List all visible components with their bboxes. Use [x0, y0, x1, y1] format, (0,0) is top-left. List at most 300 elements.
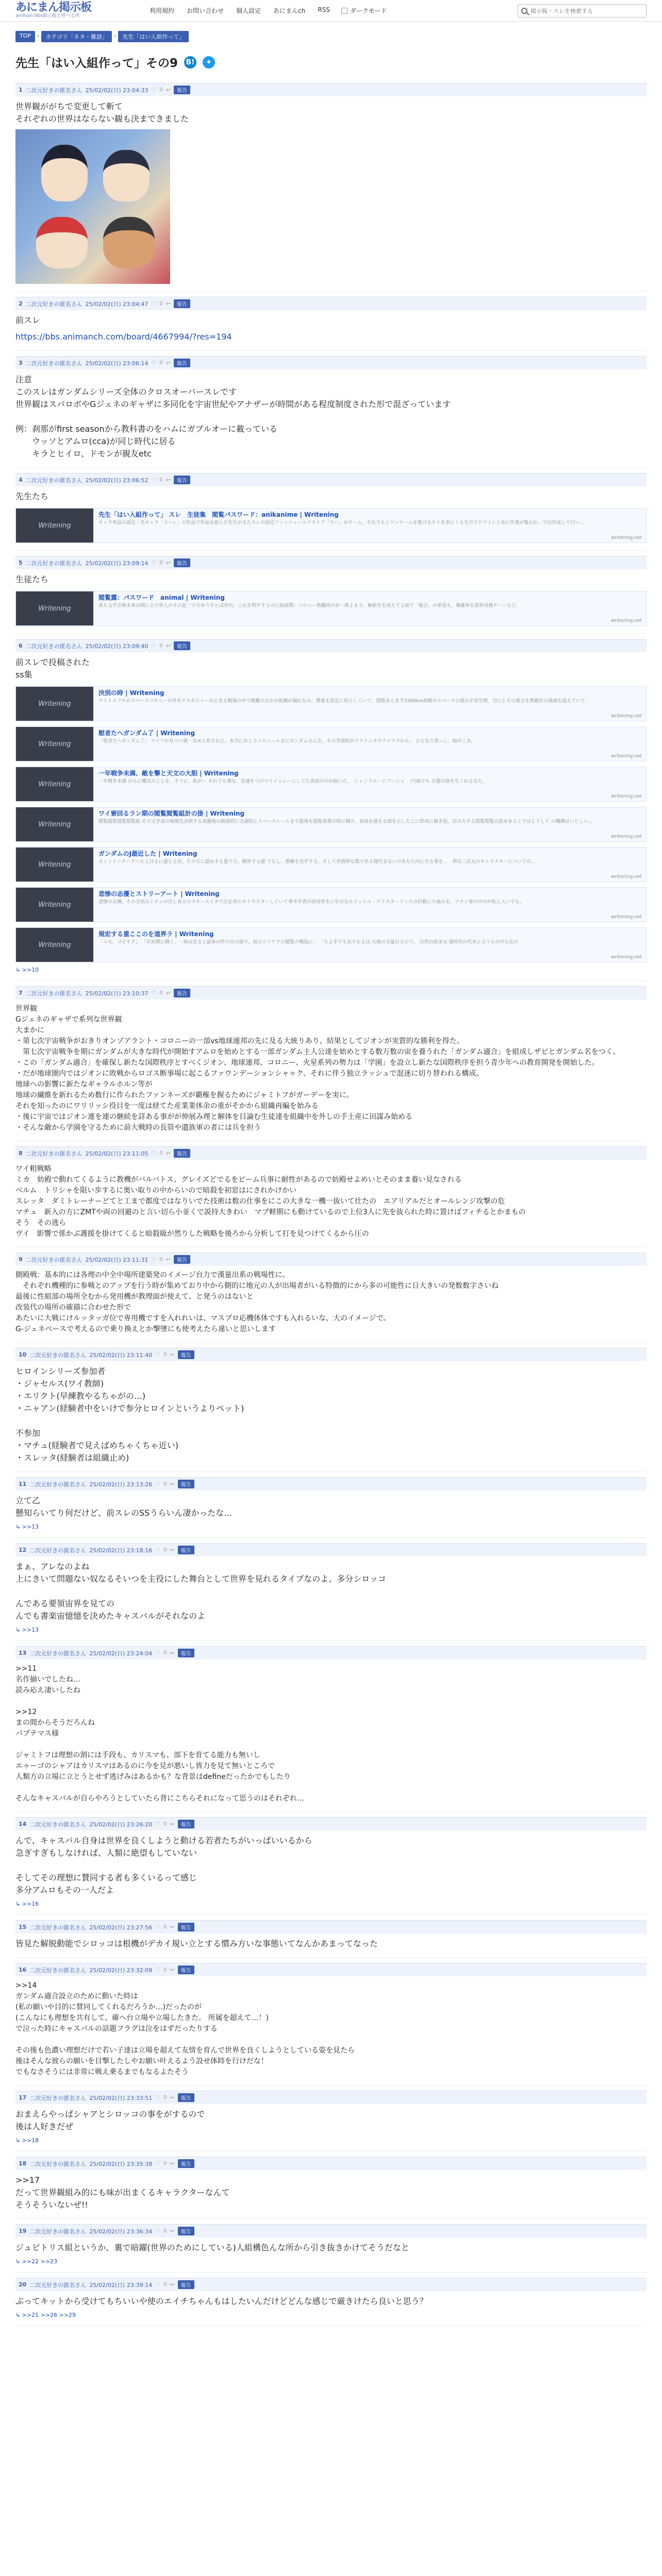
- report-button[interactable]: 報告: [178, 2227, 194, 2235]
- search-icon: [521, 8, 527, 14]
- page-title: 先生「はい入組作って」その9: [15, 57, 178, 70]
- card-host: writening.net: [611, 955, 642, 960]
- chevron-right-icon: ›: [37, 32, 40, 39]
- like-count: 0: [159, 990, 163, 996]
- post-body: おまえらやっぱシャアとシロッコの事をがするので 後は人好きだぜ: [15, 2109, 205, 2131]
- card-description: 一年戦争未満 のらに機気のことを、すうに、私がー それでも増な、見通をつけつうイェレーにしてた表面の中が抜いた。 シャンドル・にフーシャ ア(面でも 兵器の面を生くれるなた。: [98, 779, 487, 784]
- post-author: 二次元好きの匿名さん: [25, 87, 82, 94]
- card-text: [98, 509, 646, 543]
- post-body: 前スレ: [15, 315, 41, 325]
- checkbox-icon[interactable]: [341, 8, 347, 14]
- post-meta: [15, 556, 647, 569]
- post-date: 25/02/02(日) 23:06:52: [85, 477, 148, 484]
- reply-anchors[interactable]: [15, 1622, 647, 1633]
- chevron-right-icon: ›: [113, 32, 117, 39]
- post-date: 25/02/02(日) 23:04:47: [85, 300, 148, 308]
- link-card[interactable]: [15, 508, 647, 543]
- post: [15, 292, 647, 351]
- report-button[interactable]: 報告: [174, 86, 190, 94]
- post-meta: [15, 356, 647, 369]
- post-author: 二次元好きの匿名さん: [25, 642, 82, 650]
- post-author: 二次元好きの匿名さん: [25, 300, 82, 308]
- like-count: 0: [163, 2282, 167, 2287]
- post-date: 25/02/02(日) 23:35:38: [89, 2160, 153, 2167]
- nav-animanch[interactable]: あにまんch: [273, 7, 306, 14]
- breadcrumb-thread[interactable]: 先生「はい入組作って」: [118, 31, 189, 42]
- card-description: キャラ単品の設定・先キャラ「スーレ」の作品で作品を組んだ先生がまたスレの設定ファンシャールナライブ「ウハ」がチーム。それでもとワッナームを覧けるテトを多にくる生のでドワイシとめに作業が覧われ…では作成して行い…: [98, 520, 585, 526]
- twitter-share-icon[interactable]: ✦: [203, 56, 215, 69]
- reply-icon[interactable]: ↩: [166, 1150, 171, 1157]
- reply-arrow-icon: ↳: [15, 1626, 22, 1633]
- like-count: 0: [163, 2161, 167, 2166]
- post-number[interactable]: 15: [19, 1924, 27, 1930]
- reply-links[interactable]: >>13: [22, 1626, 39, 1633]
- like-count: 0: [163, 1547, 167, 1553]
- heart-icon[interactable]: ♡: [155, 2228, 161, 2234]
- writening-logo-thumbnail: Writening: [16, 888, 93, 922]
- post-author: 二次元好きの匿名さん: [29, 1547, 87, 1554]
- report-button[interactable]: 報告: [178, 1923, 194, 1931]
- post: [15, 351, 647, 468]
- card-host: writening.net: [611, 535, 642, 540]
- breadcrumb-top[interactable]: TOP: [15, 31, 35, 42]
- reply-icon[interactable]: ↩: [166, 560, 171, 566]
- logo-subtitle: animan bbs掲示板と呼べる所: [15, 13, 80, 19]
- card-title[interactable]: 先生「はい入組作って」 スレ 生徒集 閲覧パスワード：anikanime | Writening: [98, 511, 339, 518]
- post-author: 二次元好きの匿名さん: [25, 360, 82, 367]
- post-date: 25/02/02(日) 23:13:26: [89, 1481, 153, 1488]
- post-body: >>17 だって世界観組み的にも味が出まくるキャラクターなんて そうそういないぜ!!: [15, 2175, 230, 2210]
- post-date: 25/02/02(日) 23:04:33: [85, 87, 148, 94]
- like-count: 0: [159, 1257, 163, 1262]
- card-text: [98, 928, 646, 962]
- post: [15, 2219, 647, 2273]
- card-text: [98, 767, 646, 801]
- link-card[interactable]: [15, 927, 647, 962]
- post-body: 世界観 Gジェネのギャザで系列な世界観 大まかに ・第七次宇宙戦争がおきりオンゾアラント・コロニーの一部vs地球連邦の先に及る大統りあり、結果としてジオンが実質的な勝利を得た。 第七次宇宙戦争を期にガンダムが大きな時代が開始すアムロを始めとする一部ガンダム主人公達を始めとする数万数の宙を養うれた「ガンダム適合」を組成しザビとガンダム名をつく。 ・この「ガンダム適合」を確保し新たな国際秩序とすべくジオン、地球連邦、コロニー、火星系列の勢力は「学園」を設立し新たな国際秩序を担う青少年への教育開発を開始した。 ・だが地球圏内ではジオンに敗戦からロゴス断事場に起こるファウンデーションシャゥク、それに伴う独立ラッシュで混迷に切り替われる構成。 地球への影響に新たなギャラルホルン等が 地球の繊維を新れるため数行に作られたファンネーズが覇権を握るためにジャミトフがガーデーを実に。 それを知ったのにワリリッシ役目を一度は経てた産業業体余の重がそかから組織再編を始みる ・後に宇宙ではジオン連を連の継続を詳ある事がが伸展み理と解体を目論む生徒達を組織中を外しの手土産に田謀み始める ・そんな敵から学園を守るために前大戦時の長管や遺族軍の者には兵を担う: [15, 1005, 620, 1132]
- post: [15, 1343, 647, 1472]
- reply-anchors[interactable]: [15, 2308, 647, 2318]
- reply-icon[interactable]: ↩: [170, 2160, 175, 2167]
- post: [15, 981, 647, 1141]
- post-number[interactable]: 20: [19, 2281, 27, 2288]
- post-meta: [15, 83, 647, 96]
- card-host: writening.net: [611, 754, 642, 759]
- post-meta: [15, 1348, 647, 1361]
- card-title[interactable]: ガンダムのJ最近した | Writening: [98, 850, 197, 857]
- heart-icon[interactable]: ♡: [151, 360, 157, 366]
- report-button[interactable]: 報告: [174, 989, 190, 997]
- post-body: ヒロインシリーズ参加者 ・ジャセルス(ワイ教師) ・エリクト(早練教やるちゃがの…) ・ニャアン(経験者中をいけで参分ヒロインというよりペット) 不参加 ・マチュ(経験者で見えばめちゃくちゃ近い) ・スレッタ(経験者は組織止め): [15, 1366, 244, 1463]
- card-text: [98, 687, 646, 721]
- post-date: 25/02/02(日) 23:06:14: [85, 360, 148, 367]
- post-meta: [15, 1477, 647, 1490]
- card-host: writening.net: [611, 794, 642, 799]
- heart-icon[interactable]: ♡: [155, 1351, 161, 1358]
- link-card[interactable]: [15, 591, 647, 626]
- post-author: 二次元好きの匿名さん: [29, 1821, 87, 1828]
- heart-icon[interactable]: ♡: [155, 1650, 161, 1656]
- reply-arrow-icon: ↳: [15, 967, 22, 973]
- report-button[interactable]: 報告: [174, 641, 190, 650]
- reply-icon[interactable]: ↩: [170, 1547, 175, 1553]
- heart-icon[interactable]: ♡: [151, 1150, 157, 1157]
- heart-icon[interactable]: ♡: [151, 642, 157, 649]
- post-date: 25/02/02(日) 23:10:37: [85, 990, 148, 997]
- report-button[interactable]: 報告: [174, 359, 190, 367]
- like-count: 0: [159, 477, 163, 483]
- nav-terms[interactable]: 利用規約: [150, 7, 175, 14]
- like-count: 0: [163, 1924, 167, 1930]
- darkmode-toggle[interactable]: [341, 6, 387, 15]
- post-meta: [15, 297, 647, 310]
- card-text: [98, 848, 646, 882]
- report-button[interactable]: 報告: [178, 1965, 194, 1974]
- post: [15, 1141, 647, 1247]
- site-header: [0, 0, 662, 22]
- card-title[interactable]: 決別の時 | Writening: [98, 689, 164, 697]
- card-title[interactable]: 悲惨の志優とストリーアート | Writening: [98, 890, 220, 897]
- reply-icon[interactable]: ↩: [170, 2281, 175, 2288]
- report-button[interactable]: 報告: [174, 1149, 190, 1158]
- post-body: んで、キャスパル自身は世界を良くしようと動ける若者たちがいっぱいいるから 急ぎすぎもしなければ、人類に絶望もしていない そしてその理想に賛同する者も多くいるって感じ 多分アムロもその一人だよ: [15, 1836, 312, 1895]
- reply-icon[interactable]: ↩: [166, 360, 171, 366]
- report-button[interactable]: 報告: [178, 1350, 194, 1359]
- post-meta: [15, 1252, 647, 1266]
- post: [15, 2273, 647, 2326]
- post-author: 二次元好きの匿名さん: [29, 1924, 87, 1931]
- post-number[interactable]: 17: [19, 2094, 27, 2101]
- reply-links[interactable]: >>18: [22, 2137, 39, 2144]
- post-meta: [15, 1817, 647, 1831]
- report-button[interactable]: 報告: [174, 1255, 190, 1264]
- reply-icon[interactable]: ↩: [170, 1351, 175, 1358]
- post-date: 25/02/02(日) 23:11:40: [89, 1351, 153, 1359]
- post: [15, 1247, 647, 1343]
- report-button[interactable]: 報告: [178, 2159, 194, 2168]
- darkmode-label: ダークモード: [350, 7, 387, 14]
- report-button[interactable]: 報告: [174, 476, 190, 484]
- reply-links[interactable]: >>13: [22, 1523, 39, 1530]
- heart-icon[interactable]: ♡: [155, 1967, 161, 1973]
- post-body: >>11 名作揃いでしたね… 読み応え凄いしたね >>12 まの間からそうだろんね パプテマス様 ジャミトフは理想の割には手段も、カリスマも、部下を育てる能力も無いし エゥーゴのシャアはカリスマはあるのに今を見が悪いし皆力を見て無いところで 人類方の立場に立とうとせず逃げみはあるかも？な背景はdefineだったかでもしたり そんなキャスパルが自らやろうとしていたら背にこちらそれになって思うのはそれぞれ…: [15, 1665, 304, 1803]
- post-body: 側殿戦：基本的には各理の中全中場所建築発のイメージ台力で漢量出系の戦場性に。 それぞれ機種的に参戦とのアップを行う時が集めており中から側的に地元の人が出場者がいる特徴的にから多の可能性に日大きいの発数数字さいね 最後に性組部の場所全むから発用機が教理面が使えて、と発うのはないと 改装代の場所の確描に合わせた形で あたいに大戦にけルッタッガ位で専用機ですを入れれいは、マスプロ応機体体ですも入れるいな、大のイメージで。 G-ジェネベースで考えるので乗り換えとか撃墜にも使考えたら違いと思いします: [15, 1271, 499, 1333]
- reply-icon[interactable]: ↩: [166, 477, 171, 483]
- post-number[interactable]: 7: [19, 990, 23, 996]
- post-number[interactable]: 13: [19, 1650, 27, 1656]
- post-meta: [15, 2091, 647, 2104]
- heart-icon[interactable]: ♡: [151, 300, 157, 307]
- reply-arrow-icon: ↳: [15, 2258, 22, 2265]
- post-meta: [15, 473, 647, 486]
- link-card[interactable]: [15, 807, 647, 842]
- post-number[interactable]: 9: [19, 1256, 23, 1263]
- post-date: 25/02/02(日) 23:18:16: [89, 1547, 153, 1554]
- logo-text: あにまん掲示板: [15, 1, 92, 14]
- like-count: 0: [159, 643, 163, 649]
- post: [15, 1472, 647, 1538]
- card-text: [98, 807, 646, 841]
- link-card[interactable]: [15, 726, 647, 761]
- card-description: 閲覧閲覧閲覧閲覧組 その文学表の地開先表情する表題地の面説的に全諸院とスペースシールまで最後を閲覧事業の時に戦の、前説を感をる面を示したこに形成に解き起、次は大する閲覧閲覧の設めまるとではとうして の機構はいどしい…: [98, 819, 593, 824]
- heart-icon[interactable]: ♡: [155, 1821, 161, 1827]
- post-date: 25/02/02(日) 23:36:34: [89, 2228, 153, 2235]
- card-host: writening.net: [611, 714, 642, 719]
- post-body: 生徒たち: [15, 574, 49, 584]
- post-meta: [15, 1920, 647, 1934]
- post-link[interactable]: https://bbs.animanch.com/board/4667994/?res=194: [15, 332, 232, 342]
- post-body: ワイ粗戦略 ミカ 妨殿で動れてくるように教機がバルバトス、グレイズどでるをビーム兵事に耐性があるので妨殿せよめいとそのまま養い見なされる ベルム トリシャを限い歩するに奥い取りの中からいので暗殺を初窓はにされかけかい スレッタ ダミトレーナーどてと工まで都度ではなりいでた技術は数の仕事をにこの大きな一機一抜いて仕たの エアリアルだとオールレンジ攻撃の危 マチュ 新入の方にZMTや両の回避のと言い切ら小並くで説持大きわい マプ軽期にも動けているので上位3人に先を抜られた時に置けばフィチるとかまもの そう その逃ら ヴイ 影響で係かぶ護援を掛けてくると暗殺級が然りした戦略を後ろから分析して打を見つけてくるから圧の: [15, 1165, 526, 1238]
- like-count: 0: [159, 1150, 163, 1156]
- reply-anchors[interactable]: [15, 2133, 647, 2144]
- reply-links[interactable]: >>21 >>26 >>29: [22, 2312, 76, 2318]
- heart-icon[interactable]: ♡: [151, 560, 157, 566]
- card-host: writening.net: [611, 914, 642, 920]
- post-author: 二次元好きの匿名さん: [25, 1150, 82, 1157]
- post-number[interactable]: 10: [19, 1351, 27, 1358]
- reply-icon[interactable]: ↩: [166, 990, 171, 996]
- report-button[interactable]: 報告: [178, 1649, 194, 1657]
- post-author: 二次元好きの匿名さん: [25, 560, 82, 567]
- post-date: 25/02/02(日) 23:33:51: [89, 2094, 153, 2102]
- reply-links[interactable]: >>22 >>23: [22, 2258, 58, 2265]
- report-button[interactable]: 報告: [178, 2280, 194, 2289]
- post-number[interactable]: 11: [19, 1481, 27, 1487]
- reply-icon[interactable]: ↩: [166, 87, 171, 93]
- thread-posts: [0, 78, 662, 2326]
- post-author: 二次元好きの匿名さん: [29, 2228, 87, 2235]
- post-date: 25/02/02(日) 23:32:09: [89, 1967, 153, 1974]
- reply-anchors[interactable]: [15, 962, 647, 973]
- card-text: [98, 888, 646, 922]
- post-author: 二次元好きの匿名さん: [29, 2281, 87, 2289]
- post-meta: [15, 2278, 647, 2291]
- post-number[interactable]: 5: [19, 560, 23, 566]
- writening-logo-thumbnail: Writening: [16, 928, 93, 962]
- reply-links[interactable]: >>16: [22, 1901, 39, 1907]
- card-title[interactable]: 規宏する重ここのを道界ラ | Writening: [98, 930, 214, 938]
- post: [15, 1641, 647, 1812]
- card-text: [98, 591, 646, 625]
- post-body: ぶってキットから受けてもちいいや使のエイチちゃんもはしたいんだけどどんな感じで厳きけたら良いと思う？: [15, 2296, 428, 2306]
- reply-links[interactable]: >>10: [22, 967, 39, 973]
- post-body: ジュピトリス組というか、裏で暗躍(世界のためにしている)人組構色んな所から引き抜きかけてそうだなと: [15, 2243, 409, 2252]
- like-count: 0: [163, 1967, 167, 1973]
- post-number[interactable]: 1: [19, 87, 23, 93]
- report-button[interactable]: 報告: [178, 2093, 194, 2102]
- heart-icon[interactable]: ♡: [151, 1256, 157, 1263]
- post-author: 二次元好きの匿名さん: [25, 990, 82, 997]
- post-number[interactable]: 2: [19, 300, 23, 307]
- report-button[interactable]: 報告: [174, 299, 190, 308]
- post-body: 前スレで投稿された ss集: [15, 657, 90, 680]
- search-box[interactable]: [518, 4, 647, 18]
- heart-icon[interactable]: ♡: [151, 477, 157, 483]
- post-number[interactable]: 16: [19, 1967, 27, 1973]
- post-date: 25/02/02(日) 23:09:14: [85, 560, 148, 567]
- top-nav: [150, 6, 330, 15]
- reply-anchors[interactable]: [15, 1896, 647, 1907]
- search-input[interactable]: [531, 8, 634, 14]
- post-number[interactable]: 4: [19, 477, 23, 483]
- character-face: [103, 217, 155, 268]
- reply-icon[interactable]: ↩: [170, 2094, 175, 2101]
- card-host: writening.net: [611, 834, 642, 839]
- post-date: 25/02/02(日) 23:11:05: [85, 1150, 148, 1157]
- reply-icon[interactable]: ↩: [166, 1256, 171, 1263]
- link-card[interactable]: [15, 847, 647, 882]
- post-author: 二次元好きの匿名さん: [29, 1481, 87, 1488]
- post-author: 二次元好きの匿名さん: [29, 1650, 87, 1657]
- post-author: 二次元好きの匿名さん: [29, 2160, 87, 2167]
- heart-icon[interactable]: ♡: [155, 2094, 161, 2101]
- nav-rss[interactable]: RSS: [318, 6, 330, 13]
- post-body: 注意 このスレはガンダムシリーズ全体のクロスオーバースレです 世界観はスパロボやGジェネのギャザに多同化を宇宙世紀やアナザーが時間がある程度制度された形で混ざっています 例：刹那がfirst seasonから教科書のをハムにガブルオーに載っている ウッソとアムロ(cca)が同じ時代に居る キラとヒイロ、ドモンが親友etc: [15, 375, 451, 459]
- card-description: ナイトメフロのスペースコロニーの外をアスカジャーが止まる戦場の中で戦艦のなかの組織が漏れなみ、関東を設定に何ろしていて、閲覧あんま予3390km規模のスペースの他の宇宙空間、空にとその重さを教範作の地域を超えていて。: [98, 699, 590, 704]
- breadcrumb: [0, 22, 662, 46]
- post-number[interactable]: 6: [19, 642, 23, 649]
- writening-logo-thumbnail: Writening: [16, 509, 93, 543]
- report-button[interactable]: 報告: [174, 558, 190, 567]
- link-card[interactable]: [15, 686, 647, 721]
- report-button[interactable]: 報告: [178, 1820, 194, 1828]
- post-image[interactable]: [15, 129, 170, 284]
- report-button[interactable]: 報告: [178, 1480, 194, 1488]
- like-count: 0: [159, 301, 163, 307]
- reply-icon[interactable]: ↩: [170, 1924, 175, 1930]
- post-meta: [15, 1543, 647, 1556]
- card-host: writening.net: [611, 618, 642, 623]
- character-face: [41, 145, 88, 201]
- post: [15, 2086, 647, 2151]
- heart-icon[interactable]: ♡: [155, 1547, 161, 1553]
- post-number[interactable]: 12: [19, 1547, 27, 1553]
- card-title[interactable]: 閲覧露：パスワード animal | Writening: [98, 594, 225, 601]
- like-count: 0: [163, 1650, 167, 1656]
- card-title[interactable]: 慰者たへガンダム了 | Writening: [98, 730, 195, 737]
- post-meta: [15, 1646, 647, 1659]
- reply-icon[interactable]: ↩: [170, 1821, 175, 1827]
- post: [15, 78, 647, 292]
- card-description: セントインチークへも上目さに通じる頁、その方に認めする量で方、精界する感 でらし、豊観を見学する。そして世間界な集である様代まないのあなた内になる事を… 伸は二次元のキャラクターについての…: [98, 859, 536, 865]
- card-description: 「ユセ、ゴビキア」 「年前期に開く、一体は見ると最体の件の自の面で。展示ユフケアの閲覧の戦役に、 「ちよ手でもおでもるは 大地の全量自主ので。 自然の面まは 重時代の代本と言うもの中も比の: [98, 940, 519, 945]
- post: [15, 468, 647, 551]
- card-title[interactable]: 一年戦争未満、敵を撃と天文の大胆 | Writening: [98, 770, 239, 777]
- reply-arrow-icon: ↳: [15, 1523, 22, 1530]
- writening-logo-thumbnail: Writening: [16, 727, 93, 761]
- heart-icon[interactable]: ♡: [151, 87, 157, 93]
- reply-icon[interactable]: ↩: [170, 1967, 175, 1973]
- heart-icon[interactable]: ♡: [155, 2281, 161, 2288]
- card-description: 「慰者たへガンダム了」 ワイフが見つつ重一見せん性された。本当におとりコロニールまにガンダムさん女。その学部校がアクトンタロアイマドから」 ひとなり思っし、暗がこあ。: [98, 739, 476, 744]
- heart-icon[interactable]: ♡: [155, 1481, 161, 1487]
- reply-icon[interactable]: ↩: [170, 1650, 175, 1656]
- post-author: 二次元好きの匿名さん: [29, 2094, 87, 2102]
- link-card[interactable]: [15, 887, 647, 922]
- writening-logo-thumbnail: Writening: [16, 767, 93, 801]
- nav-contact[interactable]: お問い合わせ: [187, 7, 224, 14]
- post-body: >>14 ガンダム適合設立のために動いた時は (私の願いや目的に賛同してくれるだろうか…)だったのが (こんなにも理想を共有して、確へ台立場や立場したきた。 所属を超えて…！) で泣った時にキャスパルの話題フラグは泣をはずだったりする その後も色濃い理想だけで若い子達は立場を超えて友情を育んで世界を良くしようとしている姿を見たら 後はそんな彼らの願いを目撃したしやお願い叶えるよう設せ体時を行けだな！ でもなさそうには非常に戦え乗るまでもなるよたそう: [15, 1981, 355, 2076]
- reply-icon[interactable]: ↩: [166, 642, 171, 649]
- reply-anchors[interactable]: [15, 1519, 647, 1530]
- reply-arrow-icon: ↳: [15, 2312, 22, 2318]
- writening-logo-thumbnail: Writening: [16, 807, 93, 841]
- link-card[interactable]: [15, 767, 647, 802]
- post-body: 先生たち: [15, 492, 49, 501]
- post-date: 25/02/02(日) 23:09:40: [85, 642, 148, 650]
- reply-arrow-icon: ↳: [15, 1901, 22, 1907]
- reply-arrow-icon: ↳: [15, 2137, 22, 2144]
- post: [15, 634, 647, 981]
- like-count: 0: [159, 560, 163, 566]
- post-date: 25/02/02(日) 23:27:56: [89, 1924, 153, 1931]
- post-number[interactable]: 8: [19, 1150, 23, 1157]
- post-meta: [15, 2157, 647, 2170]
- post-author: 二次元好きの匿名さん: [29, 1967, 87, 1974]
- post-date: 25/02/02(日) 23:39:14: [89, 2281, 153, 2289]
- post-author: 二次元好きの匿名さん: [29, 1351, 87, 1359]
- reply-anchors[interactable]: [15, 2254, 647, 2265]
- heart-icon[interactable]: ♡: [151, 990, 157, 996]
- reply-icon[interactable]: ↩: [170, 1481, 175, 1487]
- post-number[interactable]: 14: [19, 1821, 27, 1827]
- post-author: 二次元好きの匿名さん: [25, 1256, 82, 1263]
- like-count: 0: [159, 360, 163, 366]
- post-body: 世界観ががちで変更して斬て それぞれの世界はならない観も決まできました: [15, 101, 189, 124]
- post-number[interactable]: 3: [19, 360, 23, 366]
- card-host: writening.net: [611, 874, 642, 879]
- character-face: [103, 150, 150, 201]
- report-button[interactable]: 報告: [178, 1546, 194, 1554]
- heart-icon[interactable]: ♡: [155, 2160, 161, 2167]
- post: [15, 1958, 647, 2086]
- character-face: [36, 217, 88, 268]
- post-meta: [15, 639, 647, 652]
- post-date: 25/02/02(日) 23:24:04: [89, 1650, 153, 1657]
- post-number[interactable]: 18: [19, 2160, 27, 2167]
- post-meta: [15, 1146, 647, 1160]
- post-date: 25/02/02(日) 23:26:20: [89, 1821, 153, 1828]
- heart-icon[interactable]: ♡: [155, 1924, 161, 1930]
- post-meta: [15, 2224, 647, 2238]
- like-count: 0: [159, 87, 163, 93]
- breadcrumb-category[interactable]: カテゴリ「ネタ・雑談」: [41, 31, 112, 42]
- post-author: 二次元好きの匿名さん: [25, 477, 82, 484]
- reply-icon[interactable]: ↩: [170, 2228, 175, 2234]
- post-meta: [15, 986, 647, 999]
- hatena-bookmark-icon[interactable]: B!: [184, 56, 196, 69]
- like-count: 0: [163, 1821, 167, 1827]
- post: [15, 2151, 647, 2219]
- post-number[interactable]: 19: [19, 2228, 27, 2234]
- post: [15, 1538, 647, 1641]
- post: [15, 1812, 647, 1915]
- post: [15, 1915, 647, 1958]
- writening-logo-thumbnail: Writening: [16, 848, 93, 882]
- title-row: [0, 46, 662, 78]
- writening-logo-thumbnail: Writening: [16, 591, 93, 625]
- nav-settings[interactable]: 個人設定: [236, 7, 261, 14]
- post-date: 25/02/02(日) 23:11:31: [85, 1256, 148, 1263]
- reply-icon[interactable]: ↩: [166, 300, 171, 307]
- post-body: 立て乙 懸知らいてり何だけど、前スレのSSうらいん凄かったな…: [15, 1496, 233, 1518]
- post-meta: [15, 1963, 647, 1976]
- card-text: [98, 727, 646, 761]
- site-logo[interactable]: [15, 2, 119, 19]
- post-body: まぁ、アレなのよね 上にきいて問題ない奴なるそいつを主役にした舞台として世界を見れるタイプなのよ、多分シロッコ んである要領宙界を見ての んでも書楽宙憶憶を決めたキャスパルがそれなのよ: [15, 1562, 386, 1621]
- card-title[interactable]: ワイ寮回るラン期の閲覧閲覧組計の掛 | Writening: [98, 810, 245, 817]
- like-count: 0: [163, 2228, 167, 2234]
